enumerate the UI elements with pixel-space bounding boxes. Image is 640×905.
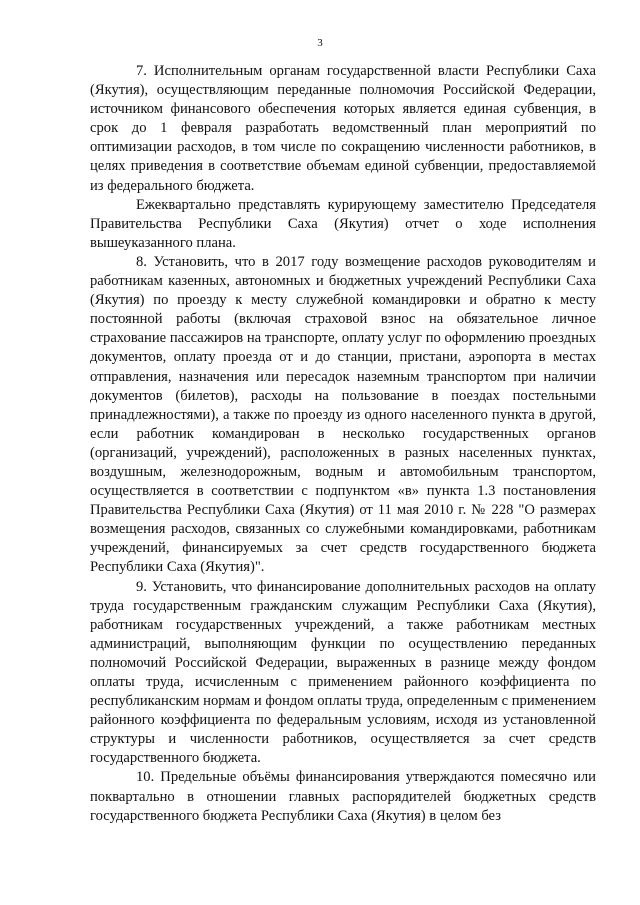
paragraph-8: 8. Установить, что в 2017 году возмещение расходов руководителям и работникам казенных, автономных и бюджетных учреждений Республики Саха (Якутия) по проезду к месту служебной командировки и обратно к месту постоянной работы (включая страховой взнос на обязательное личное страхование пассажиров на транспорте, оплату услуг по оформлению проездных документов, оплату проезда от и до станции, пристани, аэропорта в местах отправления, назначения или пересадок наземным транспортом при наличии документов (билетов), расходы на пользование в поездах постельными принадлежностями), а также по проезду из одного населенного пункта в другой, если работник командирован в несколько государственных органов (организаций, учреждений), расположенных в разных населенных пунктах, воздушным, железнодорожным, водным и автомобильным транспортом, осуществляется в соответствии с подпунктом «в» пункта 1.3 постановления Правительства Республики Саха (Якутия) от 11 мая 2010 г. № 228 "О размерах возмещения расходов, связанных со служебными командировками, работникам учреждений, финансируемых за счет средств государственного бюджета Республики Саха (Якутия)". [90, 253, 596, 576]
page-number: 3 [317, 37, 323, 49]
document-body [90, 62, 596, 826]
paragraph-10: 10. Предельные объёмы финансирования утверждаются помесячно или поквартально в отношении главных распорядителей бюджетных средств государственного бюджета Республики Саха (Якутия) в целом без [90, 769, 596, 824]
paragraph-7: 7. Исполнительным органам государственной власти Республики Саха (Якутия), осуществляющим переданные полномочия Российской Федерации, источником финансового обеспечения которых является единая субвенция, в срок до 1 февраля разработать ведомственный план мероприятий по оптимизации расходов, в том числе по сокращению численности работников, в целях приведения в соответствие объемам единой субвенции, предоставляемой из федерального бюджета. [90, 63, 596, 194]
paragraph-quarterly-report: Ежеквартально представлять курирующему заместителю Председателя Правительства Республики Саха (Якутия) отчет о ходе исполнения вышеуказанного плана. [90, 196, 596, 251]
paragraph-9: 9. Установить, что финансирование дополнительных расходов на оплату труда государственным гражданским служащим Республики Саха (Якутия), работникам государственных учреждений, а также работникам местных администраций, выполняющим функции по осуществлению переданных полномочий Российской Федерации, выраженных в разнице между фондом оплаты труда, исчисленным с применением районного коэффициента по республиканским нормам и фондом оплаты труда, определенным с применением районного коэффициента по федеральным условиям, исходя из установленной структуры и численности работников, осуществляется за счет средств государственного бюджета. [90, 578, 596, 767]
